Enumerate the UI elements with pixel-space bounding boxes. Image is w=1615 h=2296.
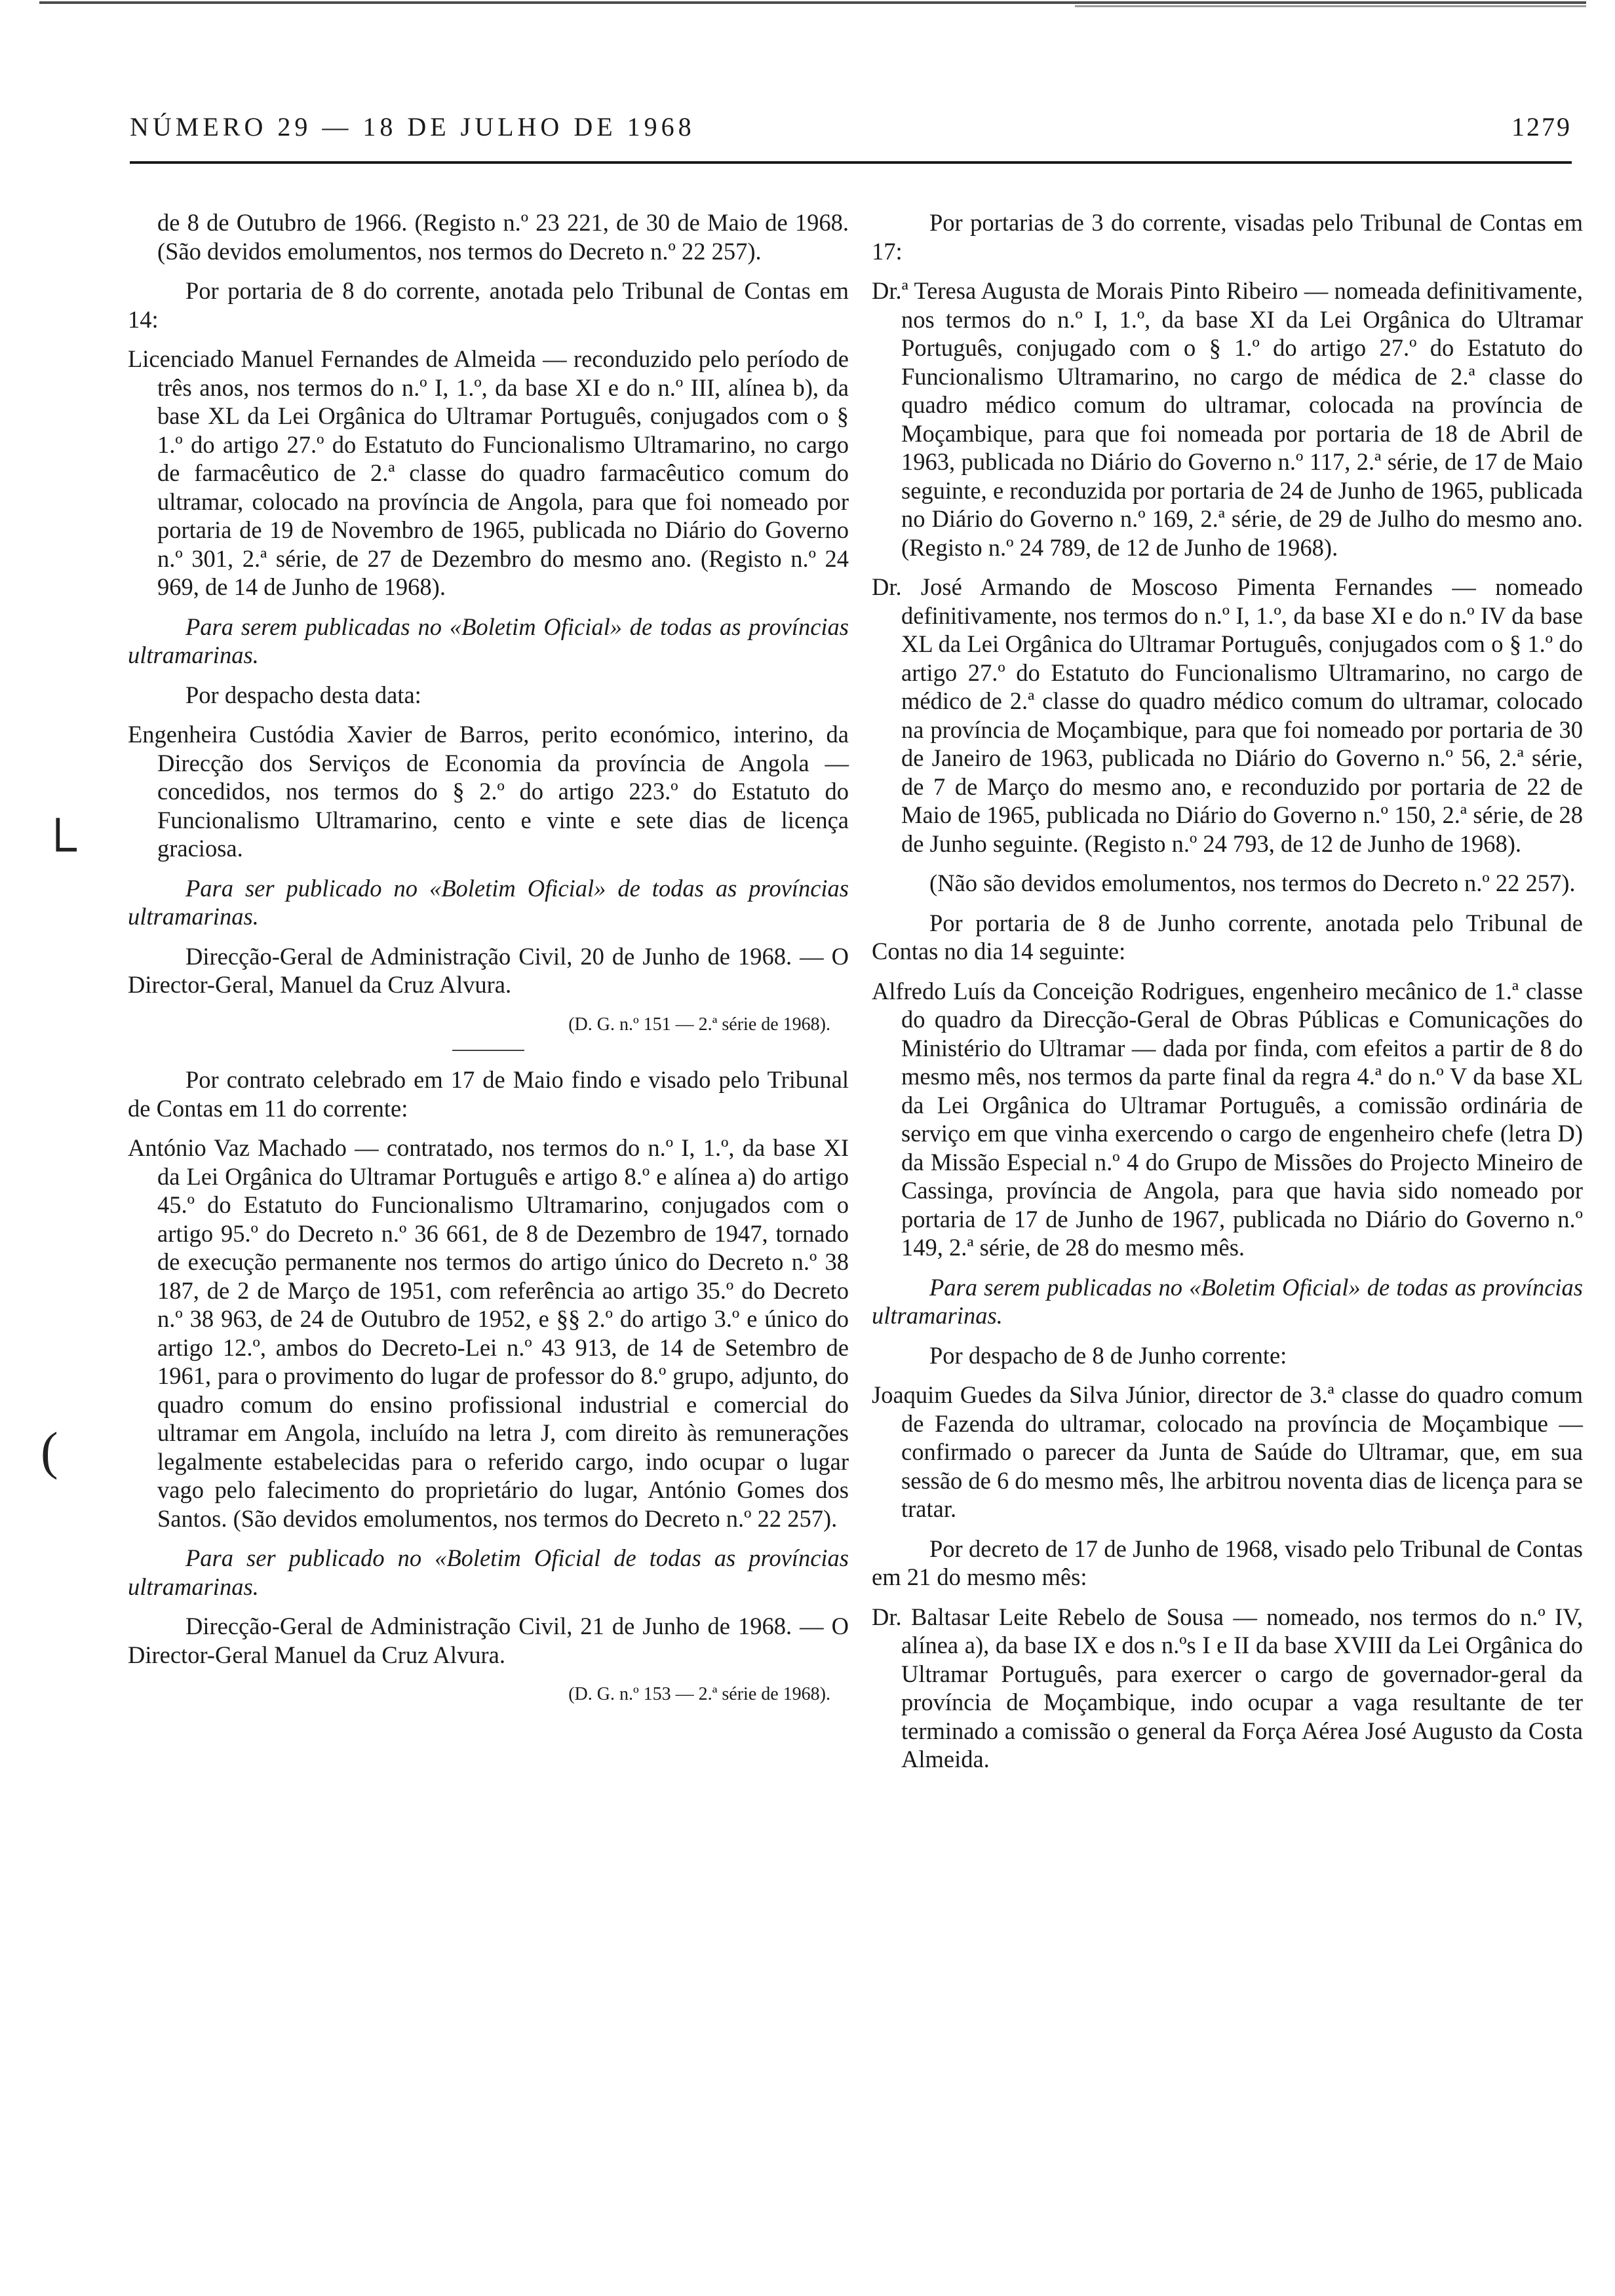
left-paragraph-2: Por portaria de 8 do corrente, anotada pelo Tribunal de Contas em 14: — [128, 277, 849, 333]
right-column — [872, 208, 1583, 1785]
header-rule — [130, 161, 1572, 164]
page-header — [130, 111, 1572, 157]
right-paragraph-1: Por portarias de 3 do corrente, visadas pelo Tribunal de Contas em 17: — [872, 209, 1583, 265]
left-reference-1: (D. G. n.º 151 — 2.ª série de 1968). — [568, 1014, 830, 1035]
left-paragraph-6: Engenheira Custódia Xavier de Barros, perito económico, interino, da Direcção dos Serviços de Economia da província de Angola — concedidos, nos termos do § 2.º do artigo 223.º do Estatuto do Funcionalismo Ultramarino, cento e vinte e sete dias de licença graciosa. — [128, 721, 849, 862]
left-column — [128, 208, 849, 1720]
right-paragraph-11: Dr. Baltasar Leite Rebelo de Sousa — nomeado, nos termos do n.º IV, alínea a), da base IX e dos n.ºs I e II da base XVIII da Lei Orgânica do Ultramar Português, para exercer o cargo de governador-geral da província de Moçambique, indo ocupar a vaga resultante de ter terminado a comissão o general da Força Aérea José Augusto da Costa Almeida. — [872, 1603, 1583, 1772]
left-paragraph-5: Por despacho desta data: — [185, 681, 421, 708]
left-instruction-2: Para ser publicado no «Boletim Oficial» de todas as províncias ultramarinas. — [128, 874, 849, 930]
right-paragraph-9: Joaquim Guedes da Silva Júnior, director de 3.ª classe do quadro comum de Fazenda do ultramar, colocado na província de Moçambique — confirmado o parecer da Junta de Saúde do Ultramar, que, em sua sessão de 6 do mesmo mês, lhe arbitrou noventa dias de licença para se tratar. — [872, 1381, 1583, 1522]
left-paragraph-10: Por contrato celebrado em 17 de Maio findo e visado pelo Tribunal de Contas em 11 do corrente: — [128, 1066, 849, 1122]
right-paragraph-10: Por decreto de 17 de Junho de 1968, visado pelo Tribunal de Contas em 21 do mesmo mês: — [872, 1535, 1583, 1590]
left-signature-2: Direcção-Geral de Administração Civil, 21 de Junho de 1968. — O Director-Geral Manuel da Cruz Alvura. — [128, 1613, 849, 1668]
right-paragraph-8: Por despacho de 8 de Junho corrente: — [929, 1341, 1287, 1369]
left-paragraph-3: Licenciado Manuel Fernandes de Almeida — reconduzido pelo período de três anos, nos termos do n.º I, 1.º, da base XI e do n.º III, alínea b), da base XL da Lei Orgânica do Ultramar Português, conjugados com o § 1.º do artigo 27.º do Estatuto do Funcionalismo Ultramarino, no cargo de farmacêutico de 2.ª classe do quadro farmacêutico comum do ultramar, colocado na província de Angola, para que foi nomeado por portaria de 19 de Novembro de 1965, publicada no Diário do Governo n.º 301, 2.ª série, de 27 de Dezembro do mesmo ano. (Registo n.º 24 969, de 14 de Junho de 1968). — [128, 345, 849, 600]
right-paragraph-3: Dr. José Armando de Moscoso Pimenta Fernandes — nomeado definitivamente, nos termos do n.º I, 1.º, da base XI e do n.º IV da base XL da Lei Orgânica do Ultramar Português, conjugados com o § 1.º do artigo 27.º do Estatuto do Funcionalismo Ultramarino, no cargo de médico de 2.ª classe do quadro médico comum do ultramar, colocado na província de Moçambique, para que foi nomeado por portaria de 30 de Janeiro de 1963, publicada no Diário do Governo n.º 56, 2.ª série, de 7 de Março do mesmo ano, e reconduzido por portaria de 22 de Maio de 1965, publicada no Diário do Governo n.º 150, 2.ª série, de 28 de Junho seguinte. (Registo n.º 24 793, de 12 de Junho de 1968). — [872, 573, 1583, 857]
left-paragraph-1: de 8 de Outubro de 1966. (Registo n.º 23 221, de 30 de Maio de 1968. (São devidos emolumentos, nos termos do Decreto n.º 22 257). — [157, 209, 849, 265]
separator-rule — [452, 1050, 524, 1051]
right-paragraph-5: Por portaria de 8 de Junho corrente, anotada pelo Tribunal de Contas no dia 14 seguinte: — [872, 909, 1583, 965]
right-paragraph-6: Alfredo Luís da Conceição Rodrigues, engenheiro mecânico de 1.ª classe do quadro da Direcção-Geral de Obras Públicas e Comunicações do Ministério do Ultramar — dada por finda, com efeitos a partir de 8 do mesmo mês, nos termos da parte final da regra 4.ª do n.º V da base XL da Lei Orgânica do Ultramar Português, a comissão ordinária de serviço em que vinha exercendo o cargo de engenheiro chefe (letra D) da Missão Especial n.º 4 do Grupo de Missões do Projecto Mineiro de Cassinga, província de Angola, para que havia sido nomeado por portaria de 17 de Junho de 1967, publicada no Diário do Governo n.º 149, 2.ª série, de 28 do mesmo mês. — [872, 977, 1583, 1261]
left-signature-1: Direcção-Geral de Administração Civil, 20 de Junho de 1968. — O Director-Geral, Manuel da Cruz Alvura. — [128, 942, 849, 998]
page-number: 1279 — [1511, 112, 1572, 142]
scan-edge-line-2 — [1075, 5, 1586, 7]
header-title: NÚMERO 29 — 18 DE JULHO DE 1968 — [130, 112, 695, 142]
left-paragraph-11: António Vaz Machado — contratado, nos termos do n.º I, 1.º, da base XI da Lei Orgânica do Ultramar Português e artigo 8.º e alínea a) do artigo 45.º do Estatuto do Funcionalismo Ultramarino, conjugados com o artigo 95.º do Decreto n.º 36 661, de 8 de Dezembro de 1947, tornado de execução permanente nos termos do artigo único do Decreto n.º 38 187, de 2 de Março de 1951, com referência ao artigo 35.º do Decreto n.º 38 963, de 24 de Outubro de 1952, e §§ 2.º do artigo 3.º e único do artigo 12.º, ambos do Decreto-Lei n.º 43 913, de 14 de Setembro de 1961, para o provimento do lugar de professor do 8.º grupo, adjunto, do quadro comum do ensino profissional industrial e comercial do ultramar em Angola, incluído na letra J, com direito às remunerações legalmente estabelecidas para o referido cargo, indo ocupar o lugar vago pelo falecimento do proprietário do lugar, António Gomes dos Santos. (São devidos emolumentos, nos termos do Decreto n.º 22 257). — [128, 1134, 849, 1532]
scan-edge-line — [39, 1, 1586, 4]
bracket-mark-icon-2: ( — [41, 1423, 58, 1480]
left-instruction-3: Para ser publicado no «Boletim Oficial de todas as províncias ultramarinas. — [128, 1544, 849, 1600]
right-paragraph-2: Dr.ª Teresa Augusta de Morais Pinto Ribeiro — nomeada definitivamente, nos termos do n.º I, 1.º, da base XI da Lei Orgânica do Ultramar Português, conjugado com o § 1.º do artigo 27.º do Estatuto do Funcionalismo Ultramarino, no cargo de médica de 2.ª classe do quadro médico comum do ultramar, colocada na província de Moçambique, para que foi nomeada por portaria de 18 de Abril de 1963, publicada no Diário do Governo n.º 117, 2.ª série, de 17 de Maio seguinte, e reconduzida por portaria de 24 de Junho de 1965, publicada no Diário do Governo n.º 169, 2.ª série, de 29 de Julho do mesmo ano. (Registo n.º 24 789, de 12 de Junho de 1968). — [872, 277, 1583, 561]
right-instruction-1: Para serem publicadas no «Boletim Oficial» de todas as províncias ultramarinas. — [872, 1273, 1583, 1329]
right-note-1: (Não são devidos emolumentos, nos termos do Decreto n.º 22 257). — [929, 870, 1576, 896]
bracket-mark-icon: └ — [39, 820, 77, 877]
left-instruction-1: Para serem publicadas no «Boletim Oficial» de todas as províncias ultramarinas. — [128, 613, 849, 668]
left-reference-2: (D. G. n.º 153 — 2.ª série de 1968). — [568, 1684, 830, 1704]
